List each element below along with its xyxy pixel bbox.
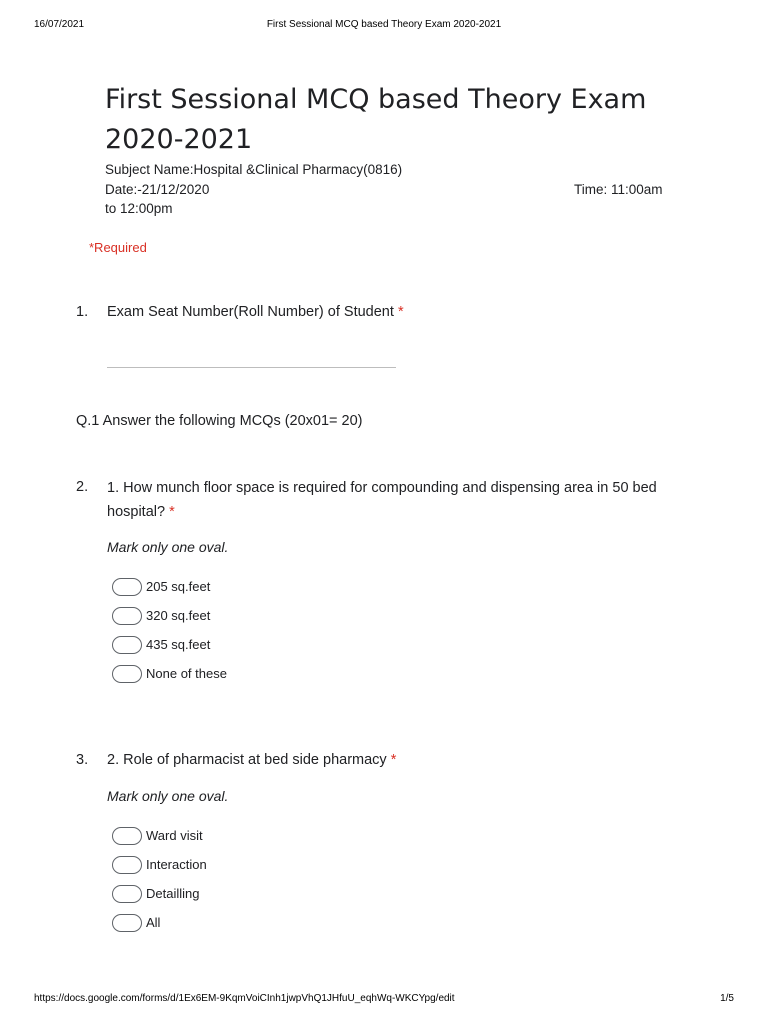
exam-time: Time: 11:00am: [574, 182, 663, 197]
required-note: *Required: [89, 240, 147, 255]
print-footer: [34, 993, 734, 1007]
radio-oval[interactable]: [112, 636, 142, 654]
question-label: 1. How munch floor space is required for compounding and dispensing area in 50 bed hospital?: [107, 480, 657, 520]
print-date: 16/07/2021: [34, 19, 85, 30]
required-asterisk: *: [169, 504, 175, 520]
option-label: Ward visit: [146, 828, 203, 843]
radio-oval[interactable]: [112, 665, 142, 683]
print-header: [34, 19, 734, 33]
print-title: First Sessional MCQ based Theory Exam 2020-2021: [266, 19, 502, 30]
radio-oval[interactable]: [112, 827, 142, 845]
question-number: 3.: [76, 752, 89, 768]
radio-oval[interactable]: [112, 607, 142, 625]
question-hint: Mark only one oval.: [107, 539, 229, 555]
radio-oval[interactable]: [112, 856, 142, 874]
option-label: All: [146, 915, 161, 930]
radio-oval[interactable]: [112, 914, 142, 932]
exam-time-end: to 12:00pm: [105, 201, 173, 216]
section-title: Q.1 Answer the following MCQs (20x01= 20): [76, 413, 363, 429]
option-label: 435 sq.feet: [146, 637, 211, 652]
subject-name: Subject Name:Hospital &Clinical Pharmacy(0816): [105, 162, 403, 177]
radio-oval[interactable]: [112, 885, 142, 903]
form-url: https://docs.google.com/forms/d/1Ex6EM-9KqmVoiCInh1jwpVhQ1JHfuU_eqhWq-WKCYpg/edit: [34, 993, 455, 1004]
question-hint: Mark only one oval.: [107, 788, 229, 804]
page-number: 1/5: [720, 993, 734, 1004]
question-text: [107, 748, 677, 772]
radio-oval[interactable]: [112, 578, 142, 596]
roll-number-input[interactable]: [107, 367, 396, 368]
question-number: 1.: [76, 304, 89, 320]
question-number: 2.: [76, 479, 89, 495]
question-text: [107, 476, 677, 524]
exam-date: Date:-21/12/2020: [105, 182, 210, 197]
form-title: First Sessional MCQ based Theory Exam 2020-2021: [105, 84, 647, 155]
option-label: 320 sq.feet: [146, 608, 211, 623]
option-label: Detailling: [146, 886, 200, 901]
required-asterisk: *: [390, 752, 397, 768]
question-text: [107, 300, 677, 324]
question-label: Exam Seat Number(Roll Number) of Student: [107, 304, 394, 320]
required-asterisk: *: [397, 304, 404, 320]
option-label: Interaction: [146, 857, 207, 872]
question-label: 2. Role of pharmacist at bed side pharmacy: [107, 752, 387, 768]
option-label: None of these: [146, 666, 227, 681]
option-label: 205 sq.feet: [146, 579, 211, 594]
